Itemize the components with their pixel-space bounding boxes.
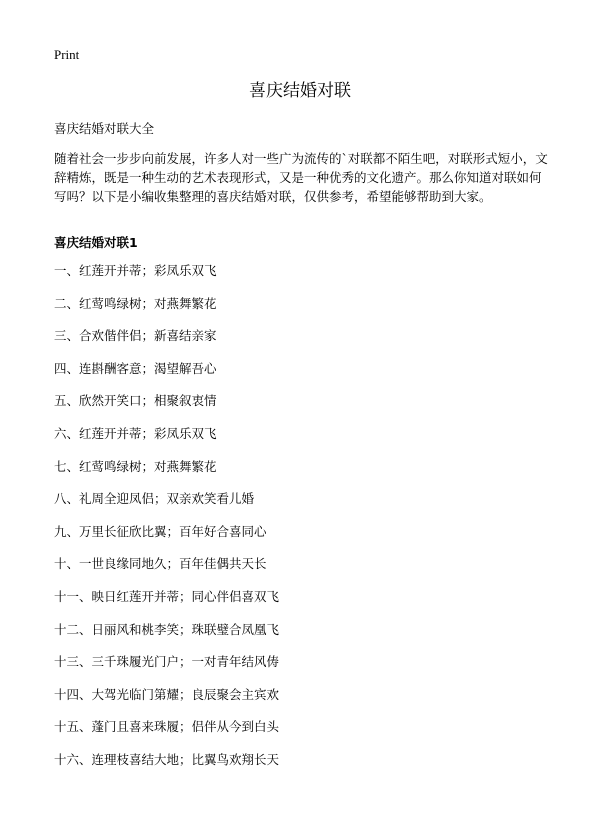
couplet-list	[54, 262, 279, 784]
couplet-item: 五、欣然开笑口；相聚叙衷情	[54, 393, 217, 409]
couplet-item: 七、红莺鸣绿树；对燕舞繁花	[54, 458, 217, 474]
page-title: 喜庆结婚对联	[249, 81, 351, 101]
couplet-item: 十、一世良缘同地久；百年佳偶共天长	[54, 556, 267, 572]
couplet-item: 二、红莺鸣绿树；对燕舞繁花	[54, 295, 217, 311]
couplet-item: 九、万里长征欣比翼；百年好合喜同心	[54, 523, 267, 539]
print-link[interactable]: Print	[54, 47, 80, 62]
couplet-item: 六、红莲开并蒂；彩凤乐双飞	[54, 425, 217, 441]
couplet-item: 三、合欢偕伴侣；新喜结亲家	[54, 328, 217, 344]
couplet-item: 八、礼周全迎凤侣；双亲欢笑看儿婚	[54, 491, 255, 507]
intro-paragraph: 随着社会一步步向前发展，许多人对一些广为流传的`对联都不陌生吧，对联形式短小，文辞精炼，既是一种生动的艺术表现形式，又是一种优秀的文化遗产。那么你知道对联如何写吗？以下是小编收集整理的喜庆结婚对联，仅供参考，希望能够帮助到大家。	[54, 151, 548, 204]
couplet-item: 十三、三千珠履光门户；一对青年结风俦	[54, 654, 280, 670]
couplet-item: 十五、蓬门且喜来珠履；侣伴从今到白头	[54, 719, 280, 735]
section-heading: 喜庆结婚对联1	[54, 235, 138, 250]
couplet-item: 十六、连理枝喜结大地；比翼鸟欢翔长天	[54, 751, 280, 767]
couplet-item: 十二、日丽风和桃李笑；珠联璧合凤凰飞	[54, 621, 280, 637]
couplet-item: 十四、大驾光临门第耀；良辰聚会主宾欢	[54, 686, 280, 702]
couplet-item: 十一、映日红莲开并蒂；同心伴侣喜双飞	[54, 588, 280, 604]
subtitle: 喜庆结婚对联大全	[54, 121, 155, 136]
couplet-item: 四、连斟酬客意；渴望解吾心	[54, 360, 217, 376]
couplet-item: 一、红莲开并蒂；彩凤乐双飞	[54, 263, 217, 278]
